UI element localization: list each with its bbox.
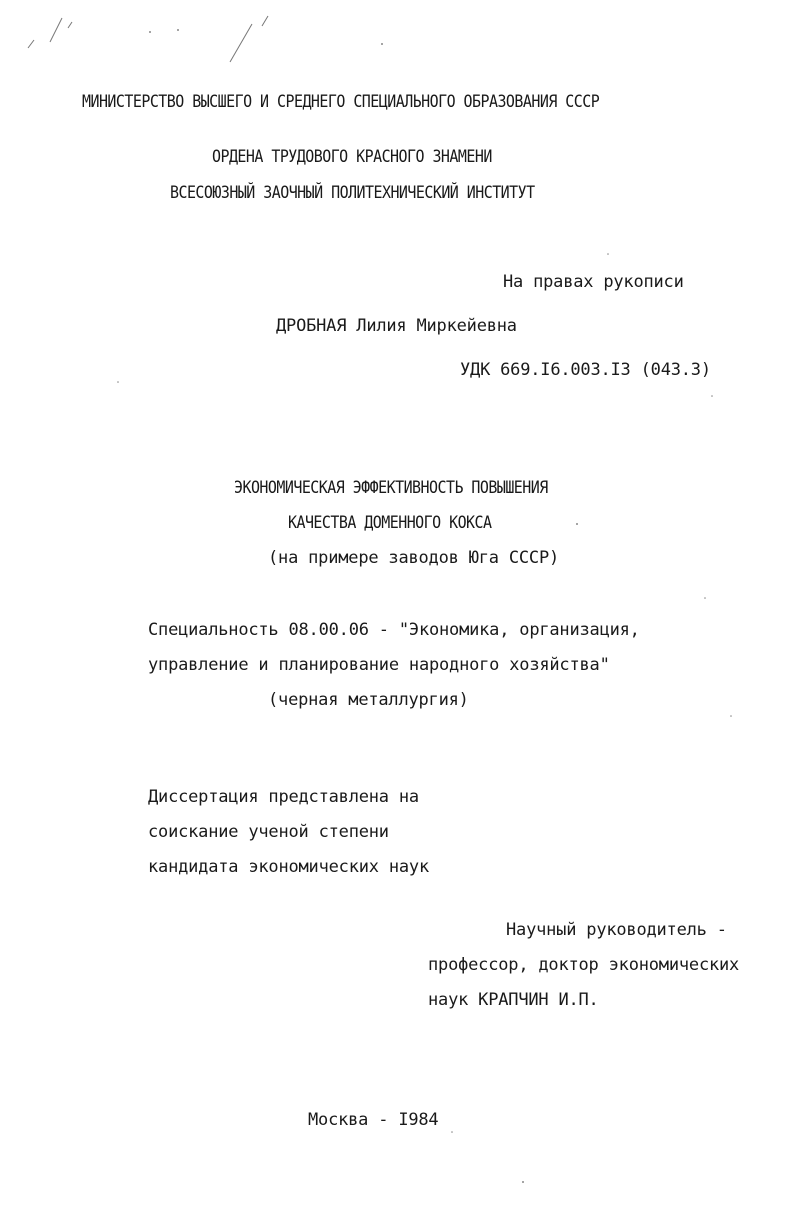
supervisor-line-2: профессор, доктор экономических (428, 955, 740, 975)
specialty-line-2: управление и планирование народного хозяйства" (148, 655, 610, 675)
dissertation-line-2: соискание ученой степени (148, 822, 389, 842)
specialty-line-1: Специальность 08.00.06 - "Экономика, организация, (148, 620, 640, 640)
author-name: ДРОБНАЯ Лилия Миркейевна (276, 316, 517, 336)
title-subtitle: (на примере заводов Юга СССР) (268, 548, 560, 568)
specialty-line-3: (черная металлургия) (268, 690, 469, 710)
udc-code: УДК 669.I6.003.I3 (043.3) (460, 360, 711, 380)
ministry-heading: МИНИСТЕРСТВО ВЫСШЕГО И СРЕДНЕГО СПЕЦИАЛЬНОГО ОБРАЗОВАНИЯ СССР (82, 92, 600, 112)
dissertation-line-3: кандидата экономических наук (148, 857, 429, 877)
supervisor-line-1: Научный руководитель - (506, 920, 727, 940)
order-heading: ОРДЕНА ТРУДОВОГО КРАСНОГО ЗНАМЕНИ (212, 147, 492, 167)
institute-heading: ВСЕСОЮЗНЫЙ ЗАОЧНЫЙ ПОЛИТЕХНИЧЕСКИЙ ИНСТИТУТ (170, 183, 535, 203)
city-year: Москва - I984 (308, 1110, 439, 1130)
dissertation-line-1: Диссертация представлена на (148, 787, 419, 807)
supervisor-line-3: наук КРАПЧИН И.П. (428, 990, 599, 1010)
title-line-2: КАЧЕСТВА ДОМЕННОГО КОКСА (288, 513, 492, 533)
manuscript-note: На правах рукописи (503, 272, 684, 292)
title-line-1: ЭКОНОМИЧЕСКАЯ ЭФФЕКТИВНОСТЬ ПОВЫШЕНИЯ (234, 478, 548, 498)
